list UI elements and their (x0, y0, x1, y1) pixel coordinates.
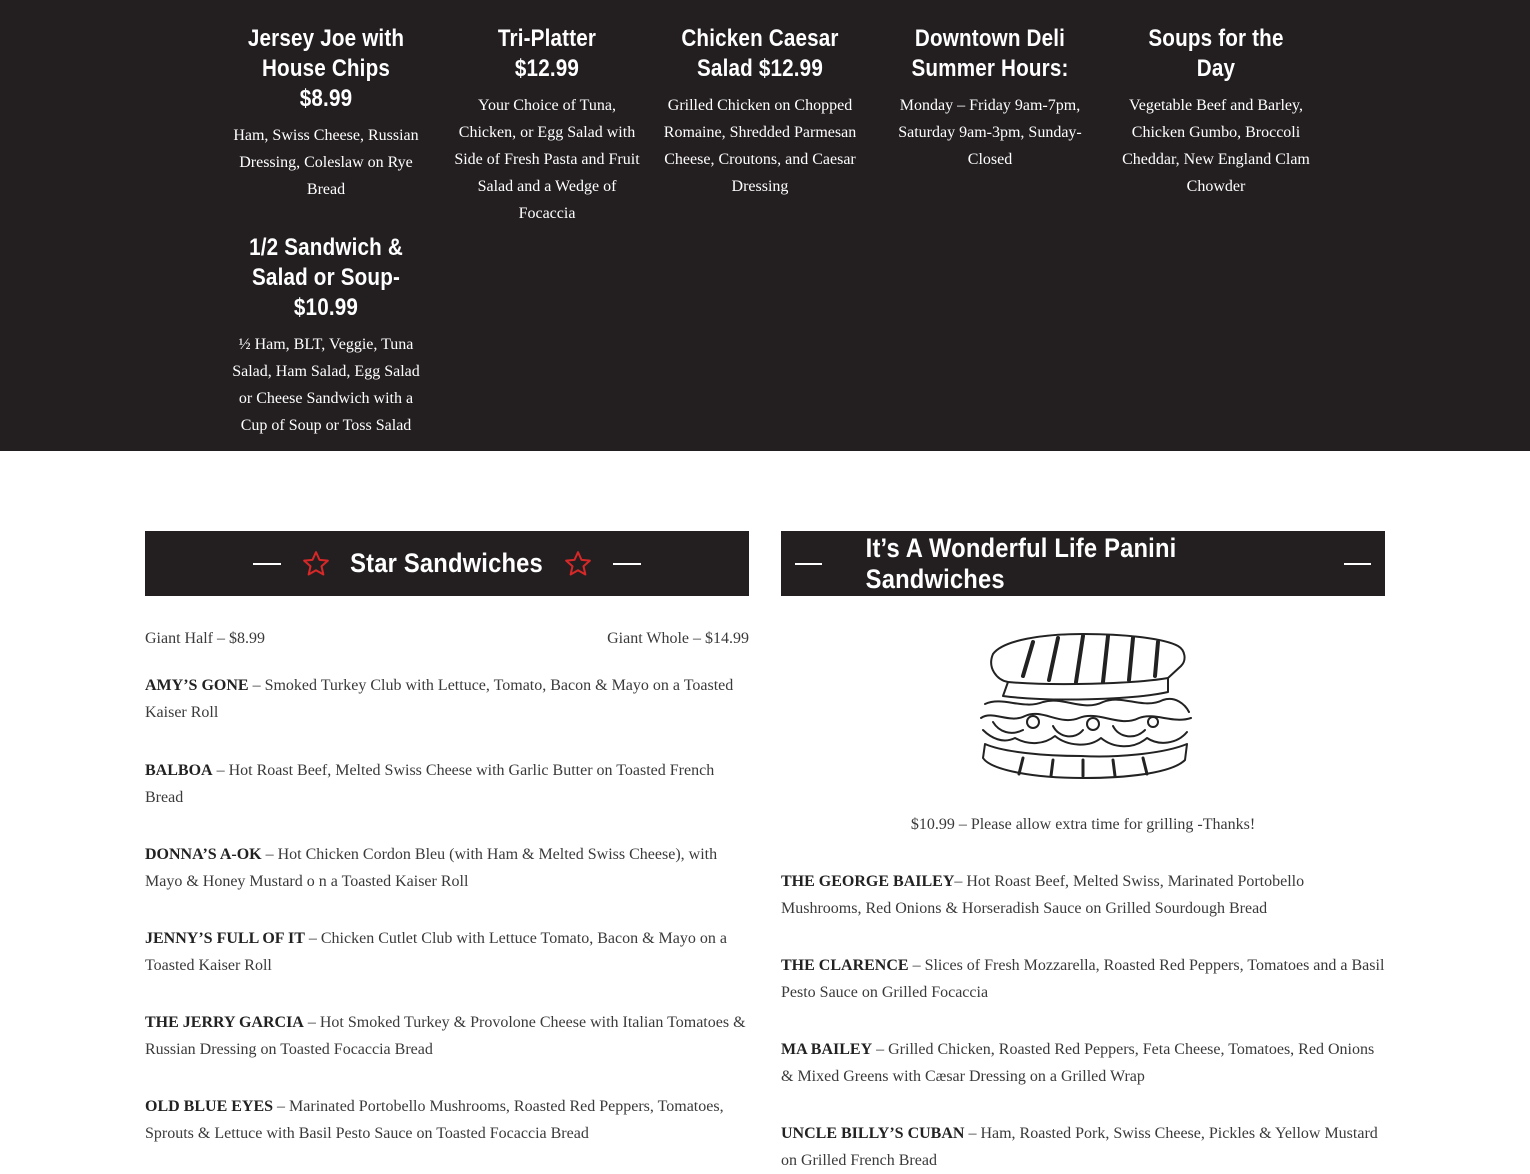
special-summer-hours (892, 24, 1088, 173)
panini-sandwiches-list (781, 620, 1385, 1174)
item-name: OLD BLUE EYES (145, 1098, 274, 1115)
special-title: Jersey Joe with House Chips $8.99 (247, 25, 405, 112)
menu-item (781, 1120, 1385, 1174)
special-desc: Ham, Swiss Cheese, Russian Dressing, Coleslaw on Rye Bread (233, 127, 419, 198)
item-desc: – Grilled Chicken, Roasted Red Peppers, Feta Cheese, Tomatoes, Red Onions & Mixed Greens with Cæsar Dressing on a Grilled Wrap (781, 1041, 1375, 1085)
item-desc: – Hot Roast Beef, Melted Swiss Cheese with Garlic Butter on Toasted French Bread (145, 762, 715, 806)
menu-item (145, 1093, 749, 1147)
star-sandwiches-header (145, 531, 749, 596)
special-title: Chicken Caesar Salad $12.99 (681, 25, 839, 82)
item-desc: – Marinated Portobello Mushrooms, Roasted Red Peppers, Tomatoes, Sprouts & Lettuce with Basil Pesto Sauce on Toasted Focaccia Bread (145, 1098, 724, 1142)
menu-item (145, 925, 749, 979)
special-jersey-joe (226, 24, 426, 203)
special-title: Tri-Platter $12.99 (497, 25, 597, 82)
special-desc: Monday – Friday 9am-7pm, Saturday 9am-3pm, Sunday-Closed (898, 97, 1082, 168)
star-icon (301, 549, 331, 579)
divider-dash (613, 563, 641, 565)
special-title: Downtown Deli Summer Hours: (911, 25, 1069, 82)
item-desc: – Chicken Cutlet Club with Lettuce Tomato, Bacon & Mayo on a Toasted Kaiser Roll (145, 930, 727, 974)
special-desc: Vegetable Beef and Barley, Chicken Gumbo, Broccoli Cheddar, New England Clam Chowder (1122, 97, 1310, 195)
star-icon (563, 549, 593, 579)
divider-dash (253, 563, 281, 565)
item-name: THE CLARENCE (781, 957, 909, 974)
special-desc: Your Choice of Tuna, Chicken, or Egg Salad with Side of Fresh Pasta and Fruit Salad and a Wedge of Focaccia (454, 97, 640, 222)
special-title: 1/2 Sandwich & Salad or Soup- $10.99 (249, 234, 403, 321)
special-tri-platter (452, 24, 642, 227)
item-name: MA BAILEY (781, 1041, 873, 1058)
price-row (145, 620, 749, 658)
menu-item (145, 672, 749, 726)
section-title: It’s A Wonderful Life Panini Sandwiches (865, 532, 1177, 594)
giant-half-price: Giant Half – $8.99 (145, 630, 265, 647)
menu-item (781, 868, 1385, 922)
item-desc: – Hot Smoked Turkey & Provolone Cheese with Italian Tomatoes & Russian Dressing on Toasted Focaccia Bread (145, 1014, 746, 1058)
menu-item (145, 841, 749, 895)
item-name: UNCLE BILLY’S CUBAN (781, 1125, 965, 1142)
star-sandwiches-list (145, 620, 749, 1147)
special-chicken-caesar (662, 24, 858, 200)
panini-sandwich-illustration (963, 626, 1203, 786)
item-desc: – Hot Roast Beef, Melted Swiss, Marinated Portobello Mushrooms, Red Onions & Horseradish Sauce on Grilled Sourdough Bread (781, 873, 1305, 917)
menu-item (145, 1009, 749, 1063)
section-title: Star Sandwiches (350, 548, 544, 578)
special-title: Soups for the Day (1148, 25, 1284, 82)
menu-item (145, 757, 749, 811)
daily-specials-band (0, 0, 1530, 451)
special-half-sandwich (220, 233, 432, 439)
divider-dash (795, 563, 822, 565)
special-desc: ½ Ham, BLT, Veggie, Tuna Salad, Ham Salad, Egg Salad or Cheese Sandwich with a Cup of Soup or Toss Salad (232, 336, 420, 434)
giant-whole-price: Giant Whole – $14.99 (607, 630, 749, 647)
menu-item (781, 952, 1385, 1006)
special-soups (1120, 24, 1312, 200)
item-desc: – Ham, Roasted Pork, Swiss Cheese, Pickles & Yellow Mustard on Grilled French Bread (781, 1125, 1378, 1169)
item-desc: – Hot Chicken Cordon Bleu (with Ham & Melted Swiss Cheese), with Mayo & Honey Mustard o n a Toasted Kaiser Roll (145, 846, 718, 890)
item-name: THE GEORGE BAILEY (781, 873, 955, 890)
special-desc: Grilled Chicken on Chopped Romaine, Shredded Parmesan Cheese, Croutons, and Caesar Dressing (663, 97, 857, 195)
item-name: THE JERRY GARCIA (145, 1014, 304, 1031)
item-desc: – Slices of Fresh Mozzarella, Roasted Red Peppers, Tomatoes and a Basil Pesto Sauce on Grilled Focaccia (781, 957, 1385, 1001)
menu-item (781, 1036, 1385, 1090)
divider-dash (1344, 563, 1371, 565)
item-name: JENNY’S FULL OF IT (145, 930, 305, 947)
item-name: AMY’S GONE (145, 677, 249, 694)
panini-price-note: $10.99 – Please allow extra time for grilling -Thanks! (910, 816, 1256, 833)
item-desc: – Smoked Turkey Club with Lettuce, Tomato, Bacon & Mayo on a Toasted Kaiser Roll (145, 677, 734, 721)
item-name: DONNA’S A-OK (145, 846, 262, 863)
item-name: BALBOA (145, 762, 213, 779)
panini-sandwiches-header (781, 531, 1385, 596)
